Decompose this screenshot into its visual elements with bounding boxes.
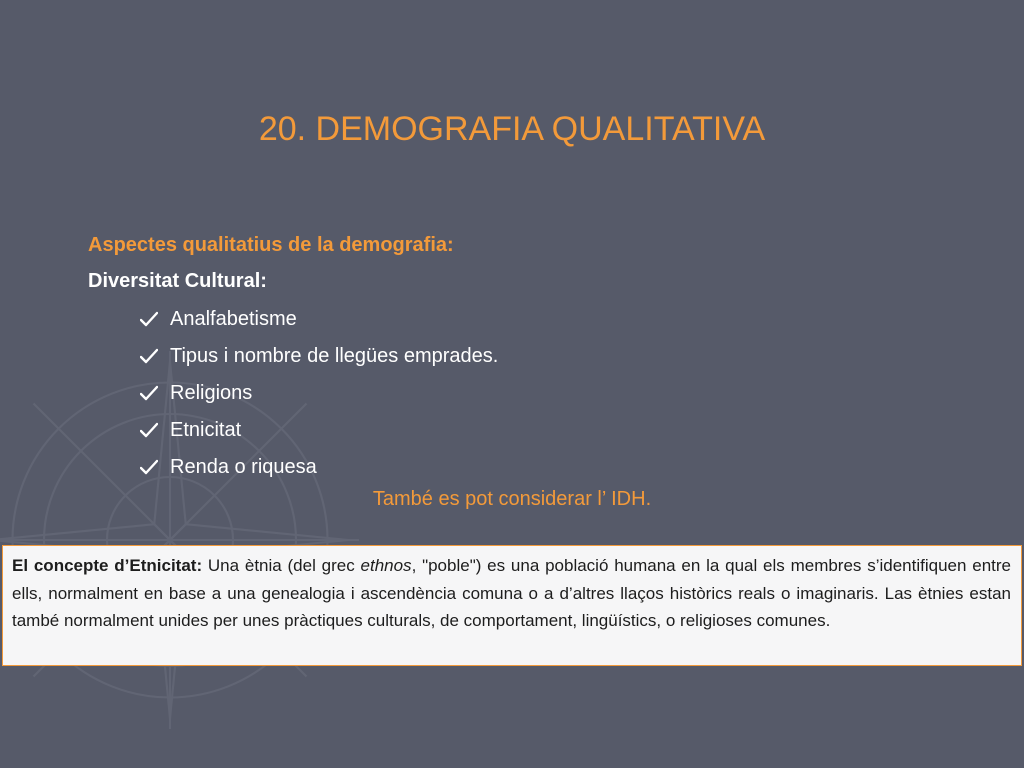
checkmark-icon <box>140 452 162 482</box>
definition-text-after: , "poble") es una població humana en la qual els membres s’identifiquen entre ells, normalment en base a una genealogia i ascendència comuna o a d’altres llaços històrics reals o imaginaris. Las ètnies estan també normalment unides per unes pràctiques culturals, de comportament, lingüístics, o religioses comunes. <box>12 556 1011 630</box>
slide-title: 20. DEMOGRAFIA QUALITATIVA <box>258 110 766 148</box>
definition-label: El concepte d’Etnicitat: <box>12 556 203 575</box>
slide-content <box>88 230 938 489</box>
list-item-label: Analfabetisme <box>170 308 297 330</box>
list-item-label: Etnicitat <box>170 419 242 441</box>
list-item <box>140 415 938 445</box>
list-item-label: Religions <box>170 382 253 404</box>
definition-box <box>2 545 1022 666</box>
list-item-label: Tipus i nombre de llegües emprades. <box>170 345 499 367</box>
list-item-label: Renda o riquesa <box>170 456 317 478</box>
definition-text-before: Una ètnia (del grec <box>202 556 361 575</box>
idh-note: També es pot considerar l’ IDH. <box>372 488 652 510</box>
definition-term: ethnos <box>360 556 412 575</box>
checkmark-icon <box>140 415 162 445</box>
aspects-heading: Aspectes qualitatius de la demografia: <box>88 234 454 256</box>
list-item <box>140 378 938 408</box>
diversity-heading: Diversitat Cultural: <box>88 270 267 292</box>
checkmark-icon <box>140 378 162 408</box>
checklist <box>88 304 938 482</box>
checkmark-icon <box>140 304 162 334</box>
list-item <box>140 341 938 371</box>
list-item <box>140 452 938 482</box>
list-item <box>140 304 938 334</box>
checkmark-icon <box>140 341 162 371</box>
